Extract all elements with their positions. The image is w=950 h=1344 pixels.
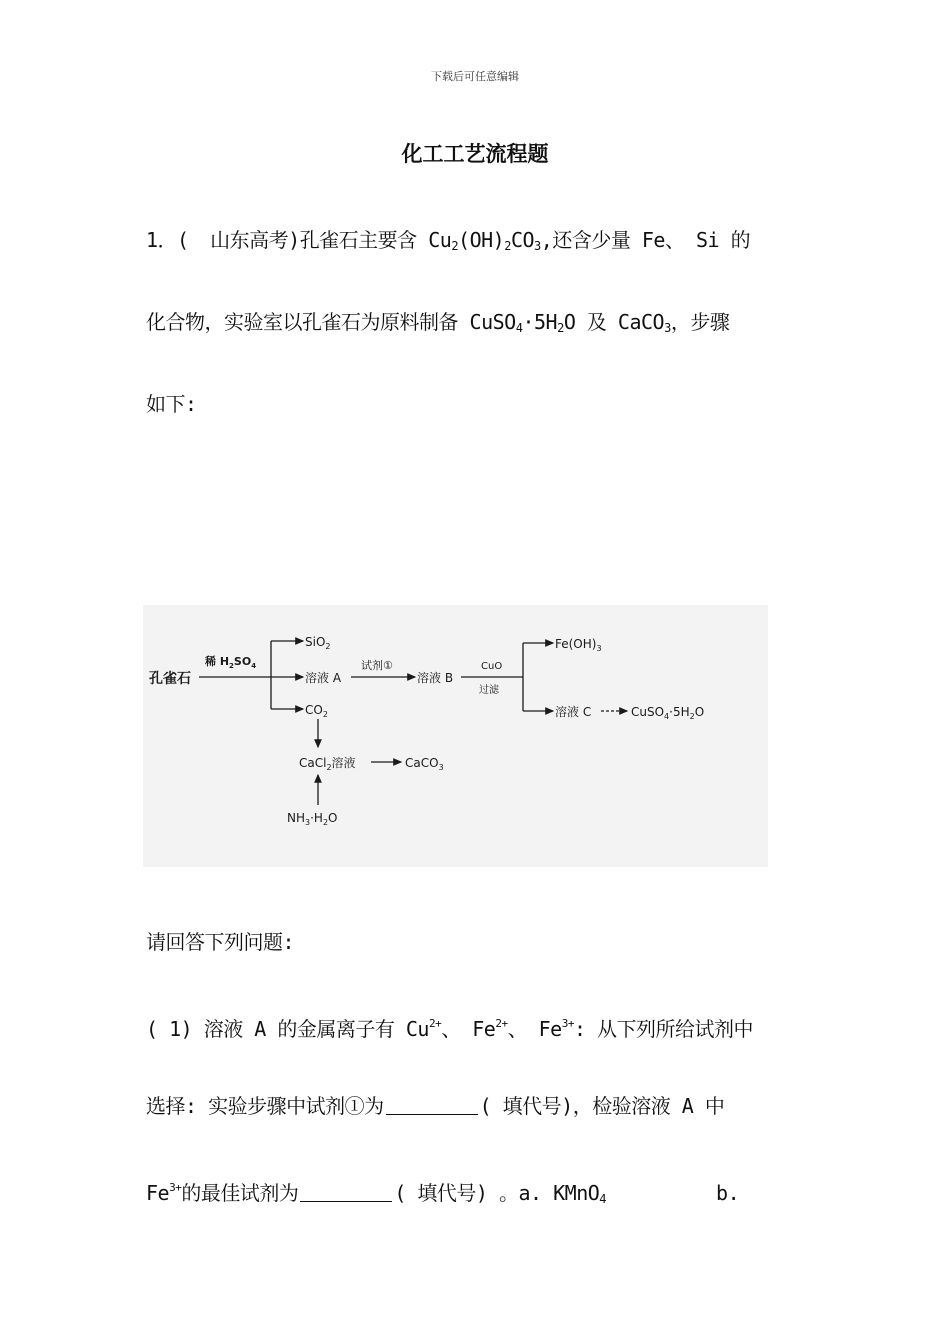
label-solution-b: 溶液 B <box>417 671 454 685</box>
label-cuso4: $CuSO_4\cdot 5H_2O$ <box>631 705 705 721</box>
sub1-line3: $Fe^{3+}$的最佳试剂为 ( 填代号) 。a. KMnO$_4$ b. <box>146 1181 740 1206</box>
label-malachite: 孔雀石 <box>149 671 191 687</box>
label-solution-a: 溶液 A <box>305 671 342 685</box>
label-filter: 过滤 <box>479 685 499 696</box>
option-b: b. <box>716 1181 740 1205</box>
label-nh3-h2o: $NH_3\cdot H_2O$ <box>287 811 338 827</box>
q1-line2: 化合物，实验室以孔雀石为原料制备 $CuSO_4\cdot 5H_2O$ 及 CaCO$_3$，步骤 <box>146 310 730 335</box>
label-co2: $CO_2$ <box>305 703 328 719</box>
prompt-line: 请回答下列问题: <box>146 930 295 954</box>
flow-diagram <box>143 605 768 867</box>
answer-blank-2[interactable] <box>300 1183 392 1202</box>
sub1-line2: 选择: 实验步骤中试剂①为 ( 填代号)，检验溶液 A 中 <box>146 1094 725 1118</box>
label-feoh3: $Fe(OH)_3$ <box>555 637 602 653</box>
label-sio2: SiO$_2$ <box>305 635 331 651</box>
answer-blank-1[interactable] <box>386 1096 478 1115</box>
q1-number: 1．( <box>146 228 189 252</box>
q1-line3: 如下: <box>146 392 197 416</box>
label-cuo: CuO <box>481 661 503 672</box>
label-caco3: CaCO$_3$ <box>405 756 444 772</box>
q1-line1: 1．( 山东高考)孔雀石主要含 $Cu_2(OH)_2CO_3$,还含少量 Fe、 Si 的 <box>146 228 751 253</box>
label-acid: 稀 $H_2SO_4$ <box>205 655 257 670</box>
label-cacl2: CaCl$_2$溶液 <box>299 756 356 772</box>
sub1-line1: ( 1) 溶液 A 的金属离子有 $Cu^{2+}$、 $Fe^{2+}$、 $Fe^{3+}$: 从下列所给试剂中 <box>146 1017 754 1041</box>
q1-source: 山东高考) <box>210 228 300 252</box>
label-reagent-1: 试剂① <box>361 659 393 672</box>
document-title: 化工工艺流程题 <box>401 142 549 166</box>
flow-diagram-svg <box>143 605 768 867</box>
header-note: 下载后可任意编辑 <box>431 70 519 83</box>
label-solution-c: 溶液 C <box>555 705 592 719</box>
